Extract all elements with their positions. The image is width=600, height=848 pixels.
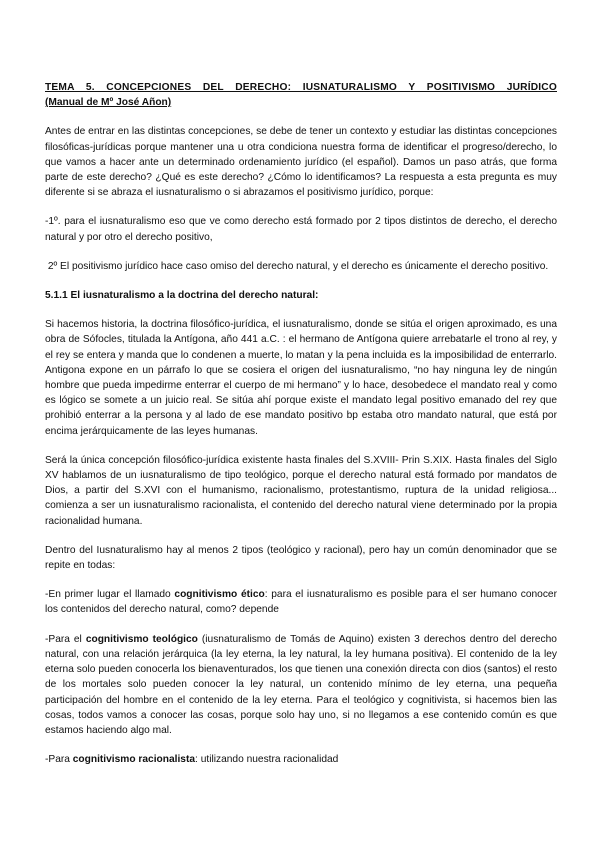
ethical-prefix: -En primer lugar el llamado	[45, 589, 175, 601]
theological-term: cognitivismo teológico	[85, 633, 198, 645]
rationalist-rest: : utilizando nuestra racionalidad	[195, 754, 339, 766]
history-paragraph: Si hacemos historia, la doctrina filosófico-jurídica, el iusnaturalismo, donde se sitúa el origen aproximado, es una obra de Sófocles, titulada la Antígona, año 441 a.C. : el hermano de Antígona quiere arrebatarle el trono al rey, y el rey se entera y manda que lo condenen a muerte, lo matan y la pena incluida es la imposibilidad de enterrarlo. Antigona expone en un párrafo lo que se cosiera el origen del iusnaturalismo, “no hay ninguna ley de ningún hombre que pueda impedirme enterrar el cuerpo de mi hermano” y lo hace, desobedece el mandato real y como es lógico se somete a un juicio real. Se sitúa ahí porque existe el mandato legal positivo emanado del rey que prohibió enterrar a la persona y al lado de ese mandato positivo bp estaba otro mandato natural, que está por encima jerárquicamente de las leyes humanas.	[45, 319, 557, 437]
intro-paragraph: Antes de entrar en las distintas concepciones, se debe de tener un contexto y estudiar las distintas concepciones filosóficas-jurídicas porque mantener una u otra condiciona nuestra forma de identificar el progreso/derecho, lo que vamos a hacer ante un determinado ordenamiento jurídico (el español). Damos un paso atrás, que forma parte de este derecho? ¿Qué es este derecho? ¿Cómo lo identificamos? La respuesta a esta pregunta es muy diferente si se abraza el iusnaturalismo o si abrazamos el positivismo jurídico, porque:	[45, 126, 557, 199]
rationalist-prefix: -Para	[45, 754, 73, 766]
theological-prefix: -Para el	[45, 633, 86, 645]
rationalist-cognitivism-paragraph	[45, 752, 557, 767]
point-two: 2º El positivismo jurídico hace caso omiso del derecho natural, y el derecho es únicamente el derecho positivo.	[45, 260, 549, 272]
theological-cognitivism-paragraph	[45, 632, 557, 738]
theological-rest: (iusnaturalismo de Tomás de Aquino) existen 3 derechos dentro del derecho natural, con una relación jerárquica (la ley eterna, la ley natural, la ley humana positiva). El contenido de la ley eterna solo pueden conocerla los bienaventurados, los que tienen una conexión directa con dios (santos) el resto de los mortales solo pueden conocer la ley natural, un contenido mínimo de ley eterna, una pequeña participación del hombre en el contenido de la ley eterna. Para el teológico y cognitivista, si hacemos bien las cosas, todos vamos a conocer las cosas, porque solo hay uno, si no llegamos a ese contenido común es que estamos haciendo algo mal.	[45, 633, 557, 736]
document-title: TEMA 5. CONCEPCIONES DEL DERECHO: IUSNATURALISMO Y POSITIVISMO JURÍDICO	[45, 82, 557, 93]
ethical-cognitivism-paragraph	[45, 587, 557, 617]
ethical-term: cognitivismo ético	[174, 589, 265, 601]
conception-paragraph: Será la única concepción filosófico-jurídica existente hasta finales del S.XVIII- Prin S.XIX. Hasta finales del Siglo XV hablamos de un iusnaturalismo de tipo teológico, porque el derecho natural está formado por mandatos de Dios, a partir del S.XVI con el humanismo, racionalismo, protestantismo, ruptura de la unidad religiosa... comienza a ser un iusnaturalismo racionalista, el contenido del derecho natural viene determinado por la propia racionalidad humana.	[45, 454, 557, 527]
document-subtitle: (Manual de Mº José Añon)	[45, 97, 172, 109]
rationalist-term: cognitivismo racionalista	[72, 754, 196, 766]
point-one: -1º. para el iusnaturalismo eso que ve como derecho está formado por 2 tipos distintos de derecho, el derecho natural y por otro el derecho positivo,	[45, 216, 557, 243]
ethical-rest: : para el iusnaturalismo es posible para el ser humano conocer los contenidos del derecho natural, como? depende	[45, 589, 557, 616]
section-heading: 5.1.1 El iusnaturalismo a la doctrina del derecho natural:	[45, 290, 319, 302]
types-paragraph: Dentro del Iusnaturalismo hay al menos 2 tipos (teológico y racional), pero hay un común denominador que se repite en todas:	[45, 544, 557, 572]
